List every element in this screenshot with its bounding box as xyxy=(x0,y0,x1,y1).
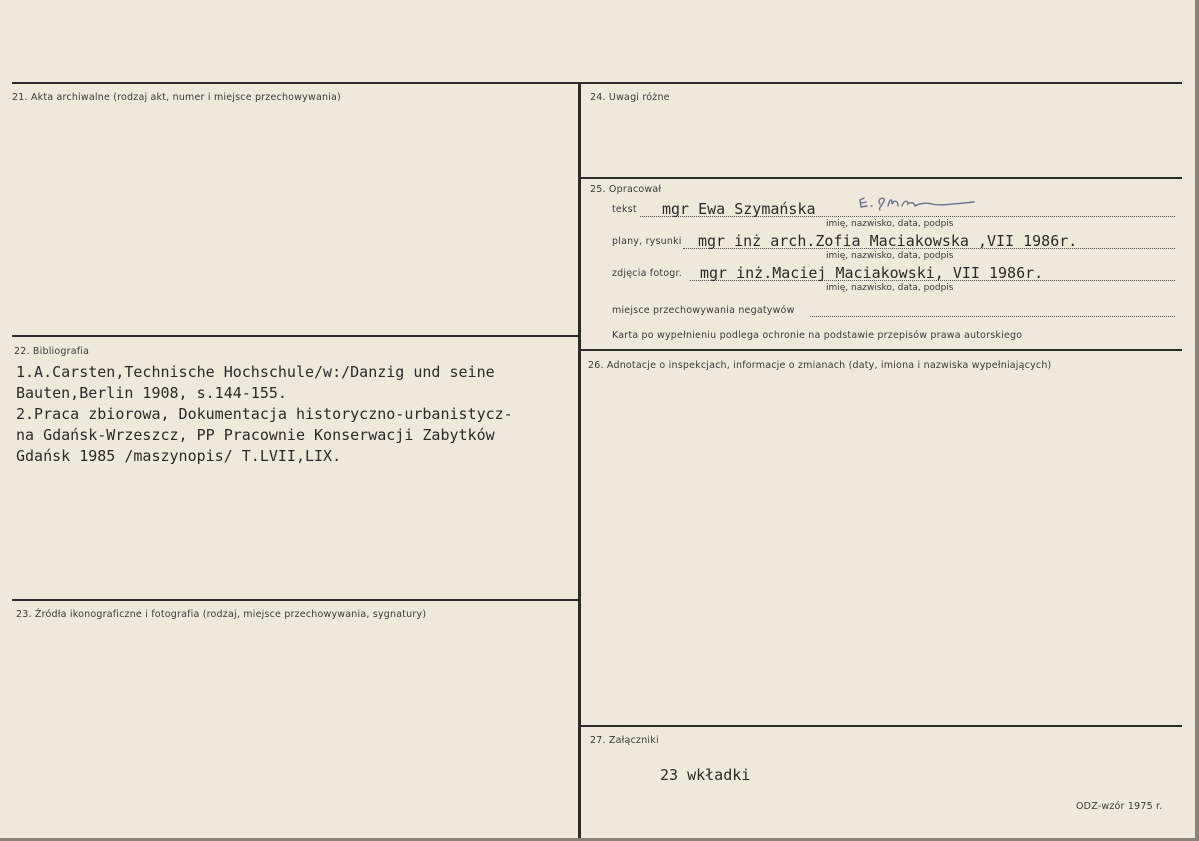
bibliography-line-1: 1.A.Carsten,Technische Hochschule/w:/Danzig und seine xyxy=(16,363,495,381)
divider-24-25 xyxy=(581,177,1182,179)
bibliography-line-5: Gdańsk 1985 /maszynopis/ T.LVII,LIX. xyxy=(16,447,342,465)
plany-label: plany, rysunki xyxy=(612,236,682,247)
zdjecia-hint: imię, nazwisko, data, podpis xyxy=(826,283,954,293)
plany-hint: imię, nazwisko, data, podpis xyxy=(826,251,954,261)
section-23-label: 23. Źródła ikonograficzne i fotografia (rodzaj, miejsce przechowywania, sygnatury) xyxy=(16,609,427,620)
bibliography-line-3: 2.Praca zbiorowa, Dokumentacja historyczno-urbanistycz- xyxy=(16,405,513,423)
negatywy-dotted-line xyxy=(810,316,1175,317)
section-25-label: 25. Opracował xyxy=(590,184,662,195)
bibliography-line-2: Bauten,Berlin 1908, s.144-155. xyxy=(16,384,287,402)
section-26-label: 26. Adnotacje o inspekcjach, informacje o zmianach (daty, imiona i nazwiska wypełniających) xyxy=(588,360,1052,371)
attachments-value: 23 wkładki xyxy=(660,766,751,784)
divider-22-23 xyxy=(12,599,578,601)
karta-note: Karta po wypełnieniu podlega ochronie na podstawie przepisów prawa autorskiego xyxy=(612,330,1023,341)
tekst-label: tekst xyxy=(612,204,637,215)
tekst-hint: imię, nazwisko, data, podpis xyxy=(826,219,954,229)
form-mark: ODZ-wzór 1975 r. xyxy=(1076,801,1163,812)
tekst-value: mgr Ewa Szymańska xyxy=(662,200,816,218)
divider-26-27 xyxy=(581,725,1182,727)
zdjecia-label: zdjęcia fotogr. xyxy=(612,268,682,279)
zdjecia-value: mgr inż.Maciej Maciakowski, VII 1986r. xyxy=(700,264,1044,282)
divider-25-26 xyxy=(581,349,1182,351)
bibliography-line-4: na Gdańsk-Wrzeszcz, PP Pracownie Konserwacji Zabytków xyxy=(16,426,495,444)
section-21-label: 21. Akta archiwalne (rodzaj akt, numer i miejsce przechowywania) xyxy=(12,92,341,103)
negatywy-label: miejsce przechowywania negatywów xyxy=(612,305,795,316)
section-22-label: 22. Bibliografia xyxy=(14,346,90,357)
handwritten-signature xyxy=(858,192,978,216)
top-rule xyxy=(12,82,1182,84)
section-24-label: 24. Uwagi różne xyxy=(590,92,670,103)
section-27-label: 27. Załączniki xyxy=(590,735,659,746)
divider-21-22 xyxy=(12,335,578,337)
plany-value: mgr inż arch.Zofia Maciakowska ,VII 1986r. xyxy=(698,232,1078,250)
